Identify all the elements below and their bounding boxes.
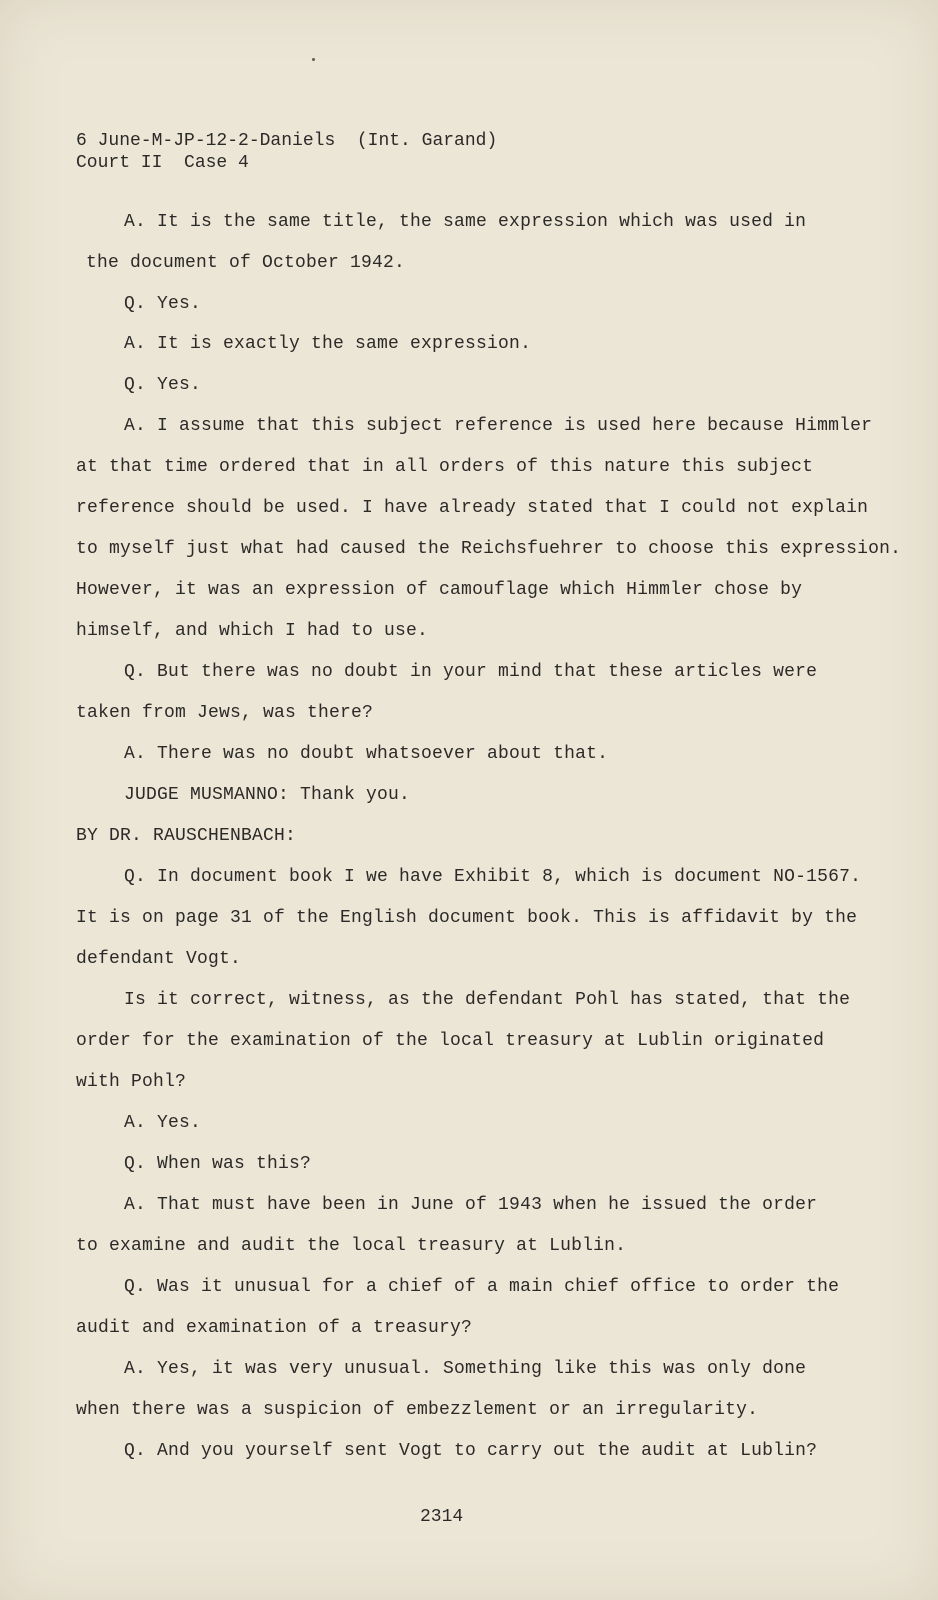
- transcript-line: A. Yes.: [124, 1113, 202, 1133]
- transcript-line: taken from Jews, was there?: [76, 703, 374, 723]
- document-header: [76, 130, 497, 174]
- page-number: 2314: [420, 1507, 464, 1527]
- transcript-line: himself, and which I had to use.: [76, 621, 429, 641]
- transcript-line: to myself just what had caused the Reichsfuehrer to choose this expression.: [76, 539, 902, 559]
- transcript-line: A. Yes, it was very unusual. Something like this was only done: [124, 1359, 807, 1379]
- transcript-line: BY DR. RAUSCHENBACH:: [76, 826, 297, 846]
- header-court-case: Court II Case 4: [76, 153, 249, 173]
- transcript-line: Q. Was it unusual for a chief of a main chief office to order the: [124, 1277, 840, 1297]
- header-transcript-id: 6 June-M-JP-12-2-Daniels (Int. Garand): [76, 131, 498, 151]
- transcript-line: A. It is the same title, the same expression which was used in: [124, 212, 807, 232]
- transcript-line: defendant Vogt.: [76, 949, 242, 969]
- transcript-line: Q. Yes.: [124, 375, 202, 395]
- paper-speck: [312, 58, 315, 61]
- transcript-line: the document of October 1942.: [86, 253, 406, 273]
- transcript-line: Q. In document book I we have Exhibit 8, which is document NO-1567.: [124, 867, 862, 887]
- transcript-line: at that time ordered that in all orders of this nature this subject: [76, 457, 814, 477]
- transcript-line: It is on page 31 of the English document book. This is affidavit by the: [76, 908, 858, 928]
- transcript-line: A. I assume that this subject reference is used here because Himmler: [124, 416, 873, 436]
- transcript-line: Q. Yes.: [124, 294, 202, 314]
- transcript-line: order for the examination of the local treasury at Lublin originated: [76, 1031, 825, 1051]
- transcript-line: Q. And you yourself sent Vogt to carry out the audit at Lublin?: [124, 1441, 818, 1461]
- transcript-line: when there was a suspicion of embezzlement or an irregularity.: [76, 1400, 759, 1420]
- transcript-line: audit and examination of a treasury?: [76, 1318, 473, 1338]
- transcript-line: Q. When was this?: [124, 1154, 312, 1174]
- transcript-line: A. It is exactly the same expression.: [124, 334, 532, 354]
- transcript-line: Is it correct, witness, as the defendant Pohl has stated, that the: [124, 990, 851, 1010]
- transcript-line: with Pohl?: [76, 1072, 187, 1092]
- transcript-line: A. That must have been in June of 1943 when he issued the order: [124, 1195, 818, 1215]
- transcript-line: JUDGE MUSMANNO: Thank you.: [124, 785, 411, 805]
- transcript-line: Q. But there was no doubt in your mind that these articles were: [124, 662, 818, 682]
- transcript-line: A. There was no doubt whatsoever about that.: [124, 744, 609, 764]
- transcript-line: to examine and audit the local treasury at Lublin.: [76, 1236, 627, 1256]
- transcript-line: reference should be used. I have already stated that I could not explain: [76, 498, 869, 518]
- transcript-line: However, it was an expression of camouflage which Himmler chose by: [76, 580, 803, 600]
